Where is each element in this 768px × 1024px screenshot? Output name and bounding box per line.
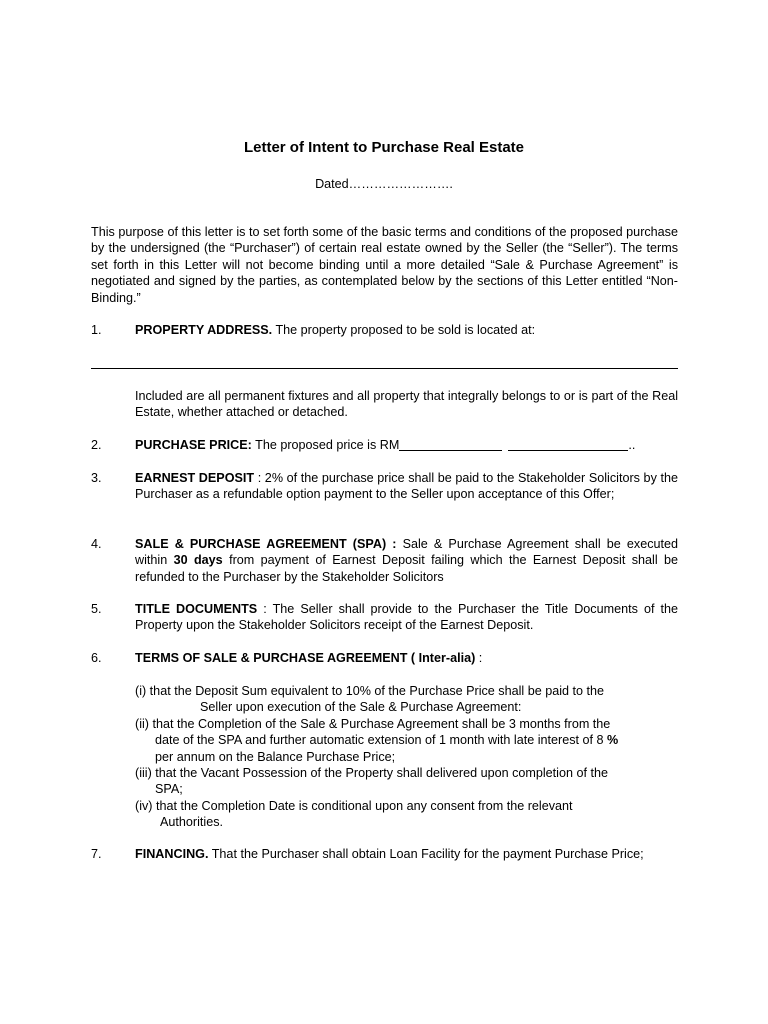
item-text: The proposed price is RM [251,438,400,452]
item-number: 6. [91,651,102,665]
item-heading: TITLE DOCUMENTS [135,602,258,616]
item-heading: PURCHASE PRICE: [135,438,252,452]
item-number: 7. [91,847,102,861]
terms-list [135,683,678,831]
item-heading: SALE & PURCHASE AGREEMENT (SPA) : [135,537,397,551]
term-ii-line-2 [135,732,678,748]
item-title-documents [91,601,678,634]
item-text: : [475,651,483,665]
item-text: That the Purchaser shall obtain Loan Facility for the payment Purchase Price; [208,847,644,861]
item-spa [91,536,678,585]
document-title: Letter of Intent to Purchase Real Estate [243,139,525,156]
item-heading: PROPERTY ADDRESS. [135,323,273,337]
item-heading: TERMS OF SALE & PURCHASE AGREEMENT ( Inter-alia) [135,651,476,665]
item-number: 3. [91,471,102,485]
item-text: : 2% of the purchase price shall be paid to the Stakeholder Solicitors by the Purchaser as a refundable option payment to the Seller upon acceptance of this Offer; [135,471,678,502]
item-text: : The Seller shall provide to the Purchaser the Title Documents of the Property upon the Stakeholder Solicitors receipt of the Earnest Deposit. [135,602,679,633]
item-purchase-price [91,437,678,453]
item-heading: FINANCING. [135,847,209,861]
item-text: from payment of Earnest Deposit failing which the Earnest Deposit shall be refunded to the Purchaser by the Stakeholder Solicitors [135,553,679,584]
term-ii-line-3: per annum on the Balance Purchase Price; [155,749,396,764]
intro-paragraph: This purpose of this letter is to set forth some of the basic terms and conditions of the proposed purchase by the undersigned (the “Purchaser”) of certain real estate owned by the Seller (the “Seller”). The terms set forth in this Letter will not become binding until a more detailed “Sale & Purchase Agreement” is negotiated and signed by the parties, as contemplated below by the sections of this Letter entitled “Non-Binding.” [91,225,678,305]
item-number: 1. [91,323,102,337]
price-blank-line-1 [399,438,502,451]
term-ii-percent: % [603,733,619,748]
item-earnest-deposit [91,470,678,503]
item-bold-duration: 30 days [173,553,223,568]
term-iii-line-2: SPA; [155,782,183,797]
dated-line: Dated……………………. [315,177,453,191]
item-suffix: .. [628,438,636,452]
item-number: 5. [91,602,102,616]
item-financing [91,846,678,862]
item-number: 4. [91,537,102,551]
term-ii-line-1: (ii) that the Completion of the Sale & Purchase Agreement shall be 3 months from the [135,716,611,731]
item-heading: EARNEST DEPOSIT [135,471,255,485]
term-iv-line-1: (iv) that the Completion Date is conditional upon any consent from the relevant [135,798,573,813]
address-blank-line [91,368,678,369]
price-blank-line-2 [508,438,628,451]
term-iv-line-2: Authorities. [160,815,223,830]
item-text: Sale & Purchase Agreement shall be executed within [135,537,679,568]
item-number: 2. [91,438,102,452]
term-i-line-1: (i) that the Deposit Sum equivalent to 10% of the Purchase Price shall be paid to the [135,684,605,698]
term-i-line-2: Seller upon execution of the Sale & Purchase Agreement: [200,700,522,715]
item-terms-of-sale [91,650,678,666]
term-ii-line-2-text: date of the SPA and further automatic extension of 1 month with late interest of 8 [155,733,604,748]
term-iii-line-1: (iii) that the Vacant Possession of the Property shall delivered upon completion of the [135,766,608,781]
item-text: The property proposed to be sold is located at: [272,323,536,337]
item-property-address [91,322,678,338]
included-paragraph: Included are all permanent fixtures and all property that integrally belongs to or is part of the Real Estate, whether attached or detached. [135,389,678,420]
